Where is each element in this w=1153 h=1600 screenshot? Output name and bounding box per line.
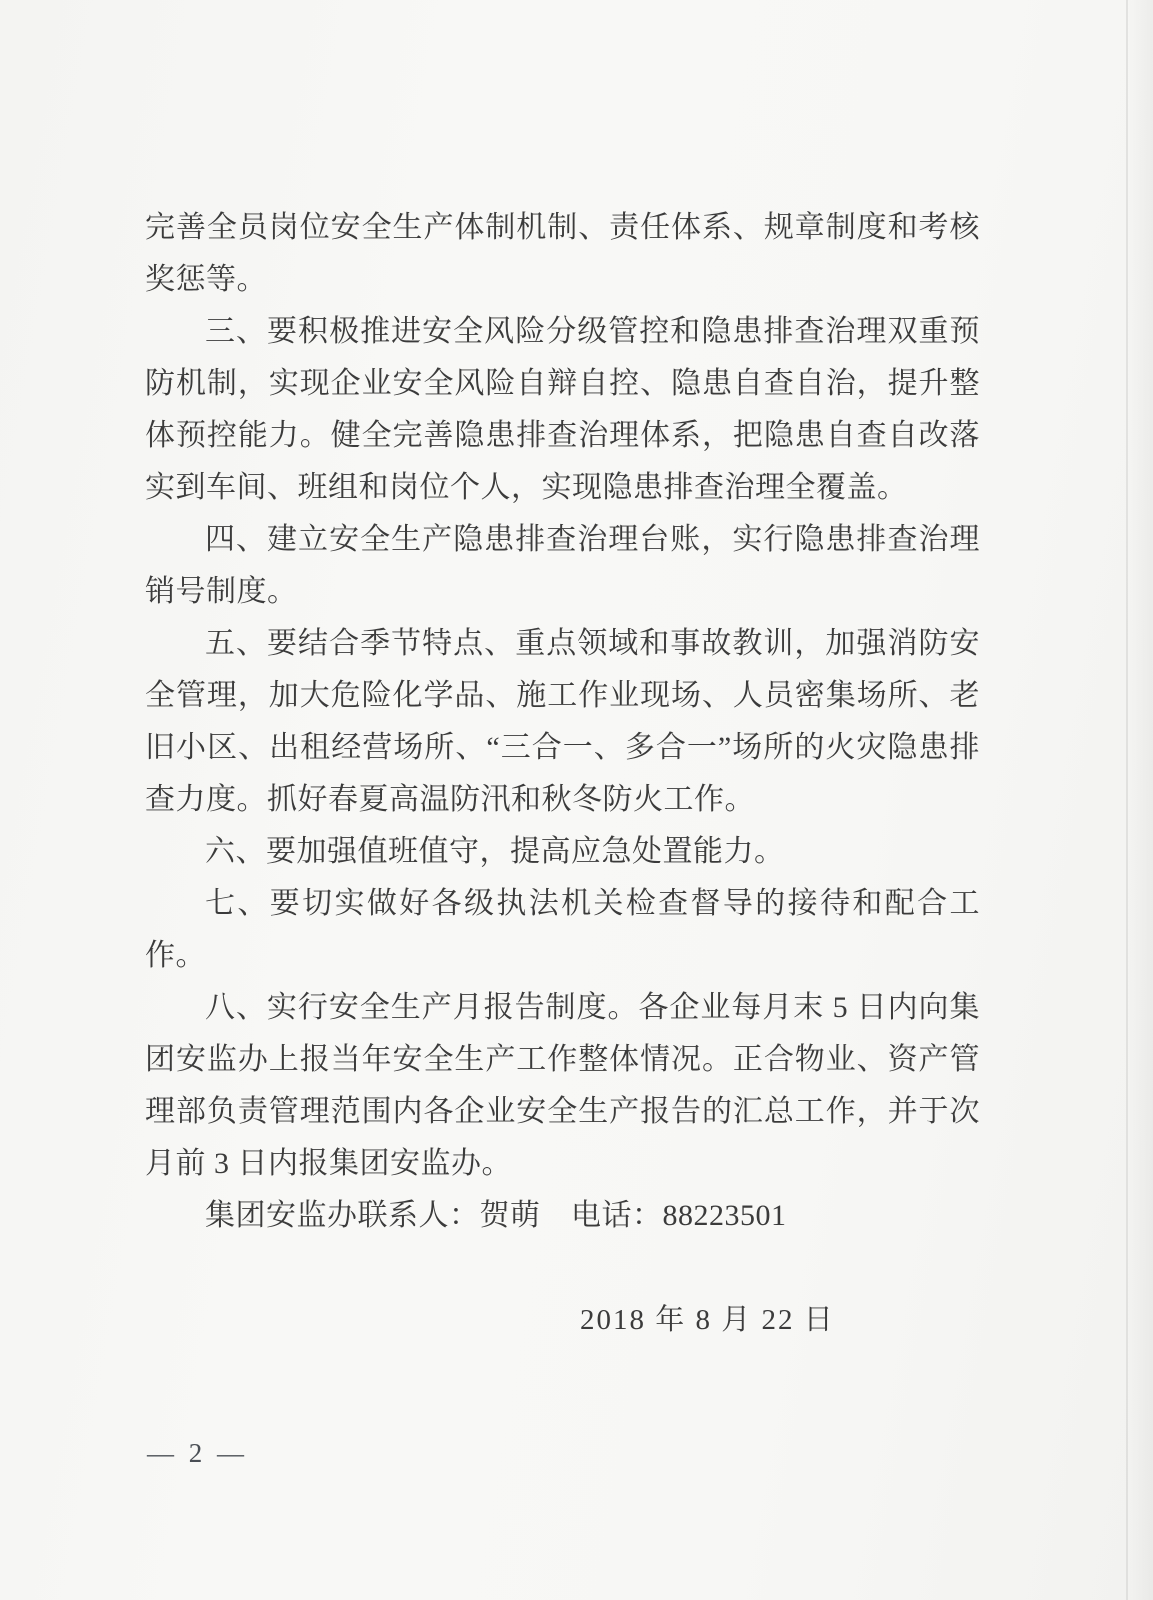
body-paragraph-item-6: 六、要加强值班值守，提高应急处置能力。 [205, 835, 785, 868]
body-paragraph-item-4: 四、建立安全生产隐患排查治理台账，实行隐患排查治理销号制度。 [145, 523, 980, 608]
body-paragraph-continuation: 完善全员岗位安全生产体制机制、责任体系、规章制度和考核奖惩等。 [145, 211, 980, 296]
body-paragraph-item-5: 五、要结合季节特点、重点领域和事故教训，加强消防安全管理，加大危险化学品、施工作业现场、人员密集场所、老旧小区、出租经营场所、“三合一、多合一”场所的火灾隐患排查力度。抓好春夏高温防汛和秋冬防火工作。 [145, 627, 980, 816]
page-number: — 2 — [147, 1438, 248, 1468]
scan-edge-shadow-artifact [1128, 0, 1153, 1600]
body-paragraph-item-8: 八、实行安全生产月报告制度。各企业每月末 5 日内向集团安监办上报当年安全生产工作整体情况。正合物业、资产管理部负责管理范围内各企业安全生产报告的汇总工作，并于次月前 3 日内报集团安监办。 [145, 991, 980, 1180]
document-body [145, 0, 980, 1346]
body-paragraph-item-7: 七、要切实做好各级执法机关检查督导的接待和配合工作。 [145, 887, 980, 972]
body-paragraph-item-3: 三、要积极推进安全风险分级管控和隐患排查治理双重预防机制，实现企业安全风险自辩自控、隐患自查自治，提升整体预控能力。健全完善隐患排查治理体系，把隐患自查自改落实到车间、班组和岗位个人，实现隐患排查治理全覆盖。 [145, 315, 980, 504]
date-line: 2018 年 8 月 22 日 [580, 1304, 835, 1336]
contact-line: 集团安监办联系人：贺萌 电话：88223501 [205, 1199, 787, 1232]
